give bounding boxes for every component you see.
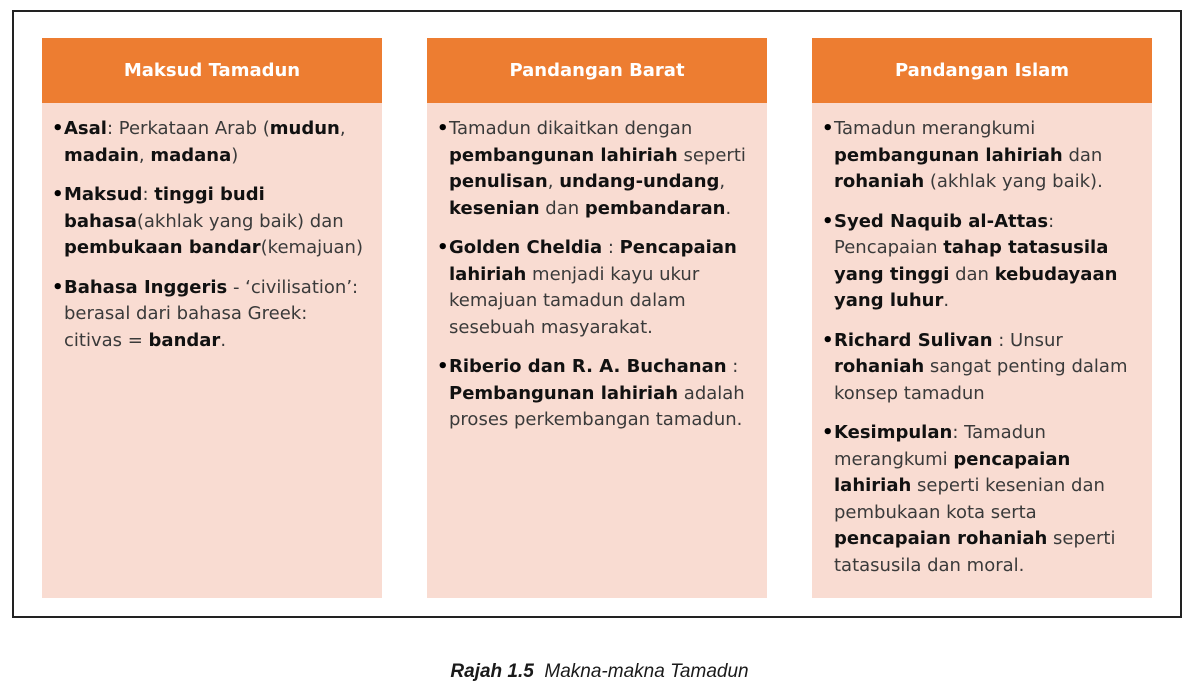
bold-text: bandar (148, 329, 221, 351)
bullet-item (437, 116, 751, 222)
bullet-item (822, 420, 1136, 579)
bold-text: Asal (64, 118, 107, 139)
bullet-dot: • (437, 356, 449, 377)
bold-text: pembukaan bandar (64, 237, 261, 258)
column-header: Pandangan Islam (812, 38, 1152, 103)
bold-text: pembangunan lahiriah (449, 144, 678, 166)
text-run: : Unsur (992, 329, 1063, 351)
bold-text: Maksud (64, 184, 143, 205)
text-run: menjadi kayu ukur kemajuan tamadun dalam sesebuah masyarakat. (449, 263, 700, 338)
column-header: Maksud Tamadun (42, 38, 382, 103)
text-run: (kemajuan) (260, 237, 363, 258)
bullet-dot: • (822, 118, 834, 139)
bullet-item (52, 182, 366, 262)
text-run: dan (949, 263, 995, 285)
text-run: , (138, 144, 151, 166)
bold-text: Pembangunan lahiriah (449, 382, 679, 404)
bullet-dot: • (822, 329, 834, 351)
bold-text: Kesimpulan (834, 422, 953, 443)
bullet-item (822, 116, 1136, 196)
bold-text: pencapaian rohaniah (834, 528, 1048, 549)
bullet-item (822, 328, 1136, 408)
text-run: seperti (677, 144, 746, 166)
text-run: sangat penting dalam konsep tamadun (834, 356, 1128, 404)
column-body (812, 103, 1152, 579)
bold-text: mudun (269, 118, 340, 139)
bold-text: madana (150, 144, 232, 166)
text-run: . (220, 329, 227, 351)
text-run: - ‘civilisation’: berasal dari bahasa Greek: citivas = (64, 276, 359, 351)
bold-text: Richard Sulivan (834, 329, 993, 351)
text-run: seperti kesenian dan pembukaan kota serta (834, 475, 1105, 523)
bold-text: penulisan (449, 171, 548, 192)
text-run: adalah proses perkembangan tamadun. (449, 382, 745, 430)
figure-caption (0, 661, 1199, 683)
text-run: Tamadun merangkumi (834, 118, 1036, 139)
bold-text: kesenian (449, 197, 540, 219)
text-run: : Perkataan Arab ( (106, 118, 270, 139)
text-run: . (725, 197, 732, 219)
bold-text: rohaniah (834, 171, 925, 192)
bullet-dot: • (52, 276, 64, 298)
text-run: (akhlak yang baik). (924, 171, 1103, 192)
bullet-item (822, 209, 1136, 315)
bullet-dot: • (52, 118, 64, 139)
bold-text: tinggi budi bahasa (64, 184, 265, 232)
text-run: , (339, 118, 346, 139)
bold-text: Syed Naquib al-Attas (834, 210, 1049, 232)
bullet-dot: • (437, 237, 449, 258)
text-run: : (602, 237, 620, 258)
bullet-item (52, 116, 366, 169)
bold-text: Riberio dan R. A. Buchanan (449, 356, 727, 377)
caption-label: Rajah 1.5 (450, 661, 534, 682)
bold-text: Pencapaian lahiriah (449, 237, 737, 285)
bullet-item (437, 235, 751, 341)
text-run: : (142, 184, 155, 205)
caption-text: Makna-makna Tamadun (544, 661, 749, 682)
bold-text: undang-undang (559, 171, 720, 192)
text-run: dan (539, 197, 585, 219)
text-run: . (943, 290, 950, 311)
text-run: (akhlak yang baik) dan (136, 210, 344, 232)
bold-text: pembangunan lahiriah (834, 144, 1063, 166)
bullet-dot: • (52, 184, 64, 205)
bold-text: rohaniah (834, 356, 925, 377)
bold-text: Bahasa Inggeris (64, 276, 228, 298)
text-run: Tamadun dikaitkan dengan (449, 118, 693, 139)
column-pandangan-barat (427, 38, 767, 598)
column-body (427, 103, 767, 434)
bullet-item (437, 354, 751, 434)
text-run: dan (1062, 144, 1103, 166)
bold-text: pembandaran (584, 197, 726, 219)
column-maksud-tamadun (42, 38, 382, 598)
column-header: Pandangan Barat (427, 38, 767, 103)
text-run: : (726, 356, 739, 377)
bullet-dot: • (822, 422, 834, 443)
bold-text: Golden Cheldia (449, 237, 603, 258)
text-run: seperti tatasusila dan moral. (834, 528, 1116, 576)
bold-text: kebudayaan yang luhur (834, 263, 1118, 311)
text-run: : Tamadun merangkumi (834, 422, 1046, 470)
bold-text: pencapaian lahiriah (834, 448, 1071, 496)
text-run: ) (231, 144, 239, 166)
bold-text: madain (64, 144, 139, 166)
text-run: , (547, 171, 560, 192)
bullet-dot: • (437, 118, 449, 139)
bold-text: tahap tatasusila yang tinggi (834, 237, 1109, 285)
bullet-dot: • (822, 210, 834, 232)
column-body (42, 103, 382, 354)
text-run: : Pencapaian (834, 210, 1055, 258)
column-pandangan-islam (812, 38, 1152, 598)
bullet-item (52, 275, 366, 355)
text-run: , (719, 171, 726, 192)
